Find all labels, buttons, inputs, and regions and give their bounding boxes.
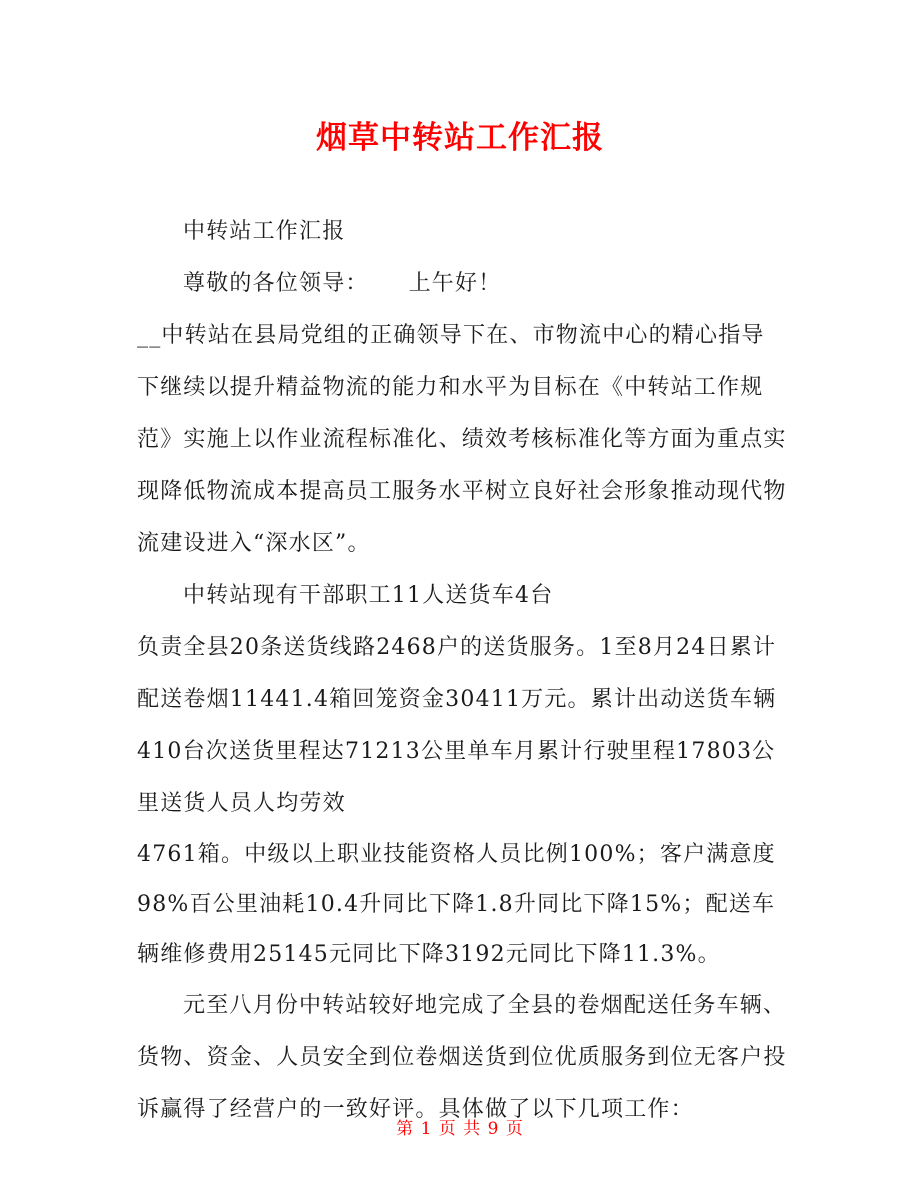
document-title: 烟草中转站工作汇报 (316, 120, 604, 156)
document-body (137, 206, 787, 1136)
greeting: 上午好！ (408, 271, 502, 296)
paragraph-intro: __中转站在县局党组的正确领导下在、市物流中心的精心指导下继续以提升精益物流的能力和水平为目标在《中转站工作规范》实施上以作业流程标准化、绩效考核标准化等方面为重点实现降低物流成本提高员工服务水平树立良好社会形象推动现代物流建设进入“深水区”。 (137, 323, 787, 556)
paragraph-heading: 中转站工作汇报 (183, 219, 346, 244)
salutation: 尊敬的各位领导： (183, 271, 369, 296)
paragraph-performance-stats: 4761箱。中级以上职业技能资格人员比例100%；客户满意度98%百公里油耗10.4升同比下降1.8升同比下降15%；配送车辆维修费用25145元同比下降3192元同比下降11.3%。 (137, 842, 776, 967)
paragraph-delivery-stats: 负责全县20条送货线路2468户的送货服务。1至8月24日累计配送卷烟11441.4箱回笼资金30411万元。累计出动送货车辆410台次送货里程达71213公里单车月累计行驶里程17803公里送货人员人均劳效 (137, 635, 777, 816)
paragraph-staff: 中转站现有干部职工11人送货车4台 (183, 583, 554, 608)
paragraph-greeting (137, 258, 787, 310)
paragraph-summary: 元至八月份中转站较好地完成了全县的卷烟配送任务车辆、货物、资金、人员安全到位卷烟送货到位优质服务到位无客户投诉赢得了经营户的一致好评。具体做了以下几项工作： (137, 993, 787, 1122)
page-number-footer: 第 1 页 共 9 页 (396, 1119, 524, 1139)
